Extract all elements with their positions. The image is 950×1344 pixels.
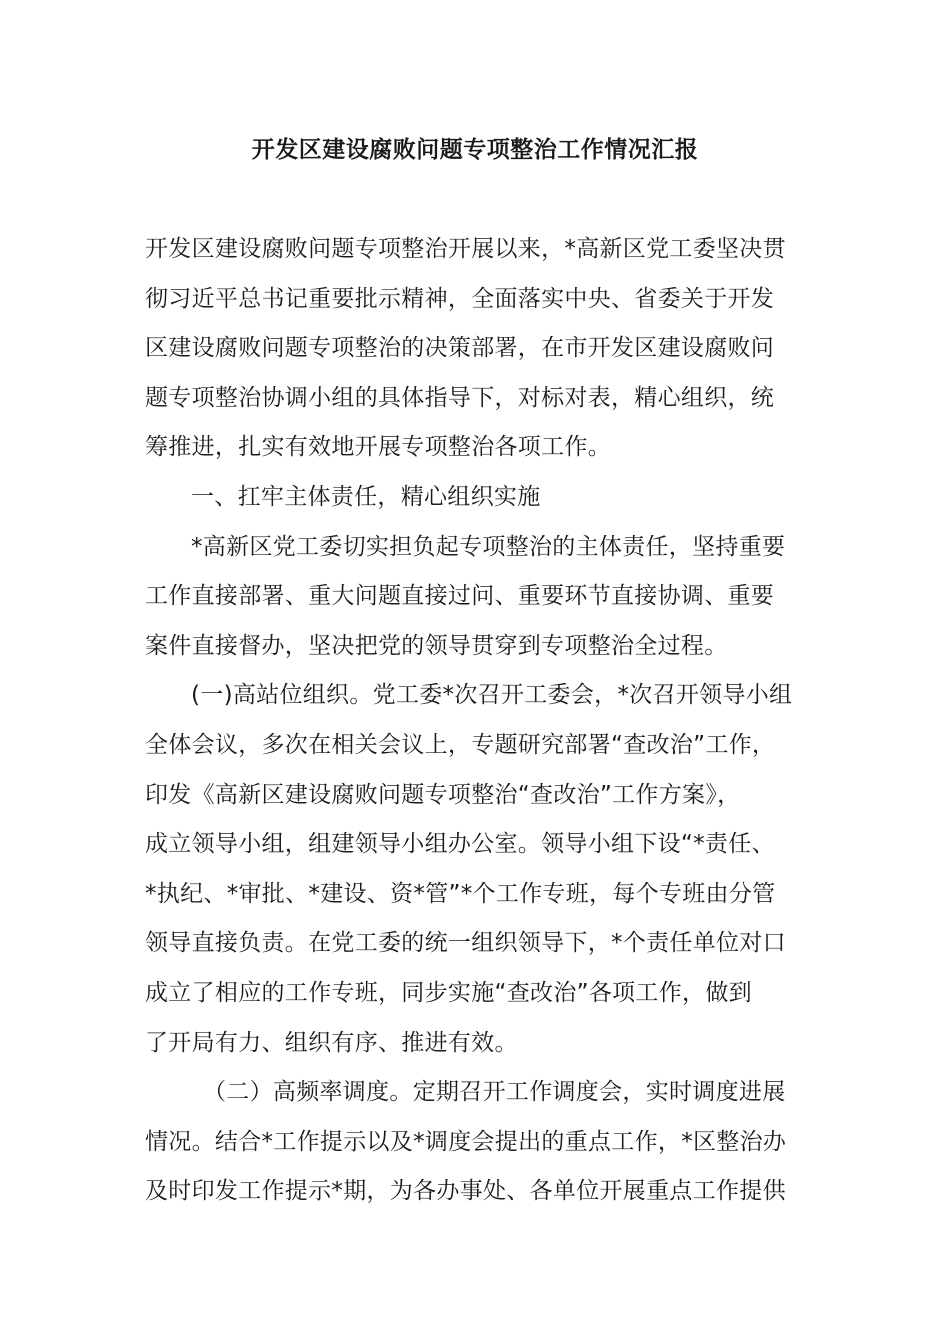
subsection-line: (一)高站位组织。党工委*次召开工委会，*次召开领导小组 <box>191 682 793 709</box>
body-line: 筹推进，扎实有效地开展专项整治各项工作。 <box>145 434 611 461</box>
body-line: 开发区建设腐败问题专项整治开展以来，*高新区党工委坚决贯 <box>145 236 786 262</box>
section-heading: 一、扛牢主体责任，精心组织实施 <box>191 483 541 510</box>
body-line: 领导直接负责。在党工委的统一组织领导下，*个责任单位对口 <box>145 930 786 957</box>
body-line: 全体会议，多次在相关会议上，专题研究部署“查改治”工作， <box>145 731 776 758</box>
body-line: 成立了相应的工作专班，同步实施“查改治”各项工作，做到 <box>145 979 752 1006</box>
body-line: 区建设腐败问题专项整治的决策部署，在市开发区建设腐败问 <box>145 335 775 362</box>
body-line: 成立领导小组，组建领导小组办公室。领导小组下设“*责任、 <box>145 831 775 858</box>
body-line: 彻习近平总书记重要批示精神，全面落实中央、省委关于开发 <box>145 285 775 312</box>
body-line: *执纪、*审批、*建设、资*管”*个工作专班，每个专班由分管 <box>145 880 776 907</box>
body-line: *高新区党工委切实担负起专项整治的主体责任，坚持重要 <box>191 533 786 560</box>
body-line: 印发《高新区建设腐败问题专项整治“查改治”工作方案》， <box>145 781 741 808</box>
body-line: 情况。结合*工作提示以及*调度会提出的重点工作，*区整治办 <box>145 1128 787 1155</box>
body-line: 案件直接督办，坚决把党的领导贯穿到专项整治全过程。 <box>145 632 728 659</box>
body-line: 及时印发工作提示*期，为各办事处、各单位开展重点工作提供 <box>145 1178 786 1205</box>
document-body <box>145 225 810 1217</box>
body-line: 了开局有力、组织有序、推进有效。 <box>145 1029 518 1056</box>
document-title: 开发区建设腐败问题专项整治工作情况汇报 <box>251 137 699 163</box>
body-line: 题专项整治协调小组的具体指导下，对标对表，精心组织，统 <box>145 384 775 411</box>
subsection-line: （二）高频率调度。定期召开工作调度会，实时调度进展 <box>203 1079 786 1106</box>
body-line: 工作直接部署、重大问题直接过问、重要环节直接协调、重要 <box>145 583 775 610</box>
